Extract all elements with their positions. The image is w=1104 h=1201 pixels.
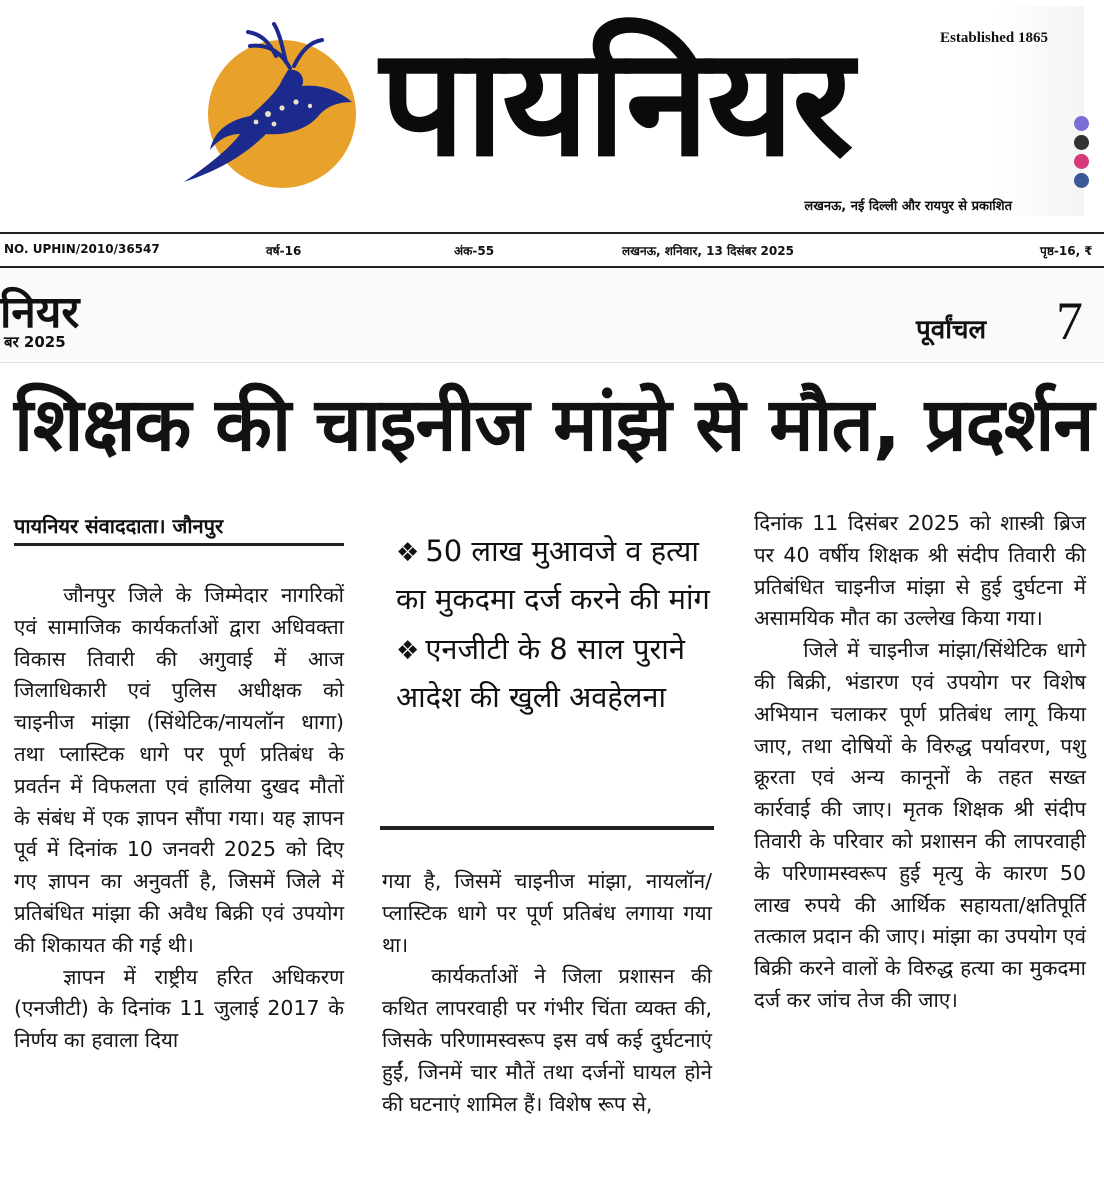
article-column-1 — [14, 580, 344, 1057]
article-column-3 — [754, 508, 1086, 1017]
paragraph: गया है, जिसमें चाइनीज मांझा, नायलॉन/प्लास्टिक धागे पर पूर्ण प्रतिबंध लगाया गया था। — [382, 869, 712, 957]
highlight-text: 50 लाख मुआवजे व हत्या का मुकदमा दर्ज करने की मांग — [396, 534, 710, 616]
registration-number: NO. UPHIN/2010/36547 — [4, 242, 160, 256]
facebook-icon[interactable] — [1074, 173, 1089, 188]
byline: पायनियर संवाददाता। जौनपुर — [14, 512, 344, 546]
highlight-item — [392, 626, 722, 720]
dateline: लखनऊ, शनिवार, 13 दिसंबर 2025 — [622, 244, 794, 258]
masthead — [0, 0, 1104, 268]
diamond-bullet-icon: ❖ — [396, 538, 420, 568]
instagram-icon[interactable] — [1074, 154, 1089, 169]
diamond-bullet-icon: ❖ — [396, 636, 420, 666]
paragraph: जौनपुर जिले के जिम्मेदार नागरिकों एवं सामाजिक कार्यकर्ताओं द्वारा अधिवक्ता विकास तिवारी की अगुवाई में आज जिलाधिकारी एवं पुलिस अधीक्षक को चाइनीज मांझा (सिंथेटिक/नायलॉन धागा) तथा प्लास्टिक धागे पर पूर्ण प्रतिबंध के प्रवर्तन में विफलता एवं हालिया दुखद मौतों के संबंध में एक ज्ञापन सौंपा गया। यह ज्ञापन पूर्व में दिनांक 10 जनवरी 2025 को दिए गए ज्ञापन का अनुवर्ती है, जिसमें जिले में प्रतिबंधित मांझा की अवैध बिक्री एवं उपयोग की शिकायत की गई थी। — [14, 583, 344, 957]
newspaper-title: पायनियर — [380, 16, 852, 190]
highlight-text: एनजीटी के 8 साल पुराने आदेश की खुली अवहेलना — [396, 632, 685, 714]
publication-cities: लखनऊ, नई दिल्ली और रायपुर से प्रकाशित — [804, 199, 1012, 214]
social-icons — [1074, 116, 1090, 188]
paragraph: कार्यकर्ताओं ने जिला प्रशासन की कथित लापरवाही पर गंभीर चिंता व्यक्त की, जिसके परिणामस्वरूप इस वर्ष कई दुर्घटनाएं हुईं, जिनमें चार मौतें तथा दर्जनों घायल होने की घटनाएं शामिल हैं। विशेष रूप से, — [382, 964, 712, 1116]
highlight-divider — [380, 826, 714, 830]
page-header-date: बर 2025 — [4, 333, 66, 351]
page-header-name: नियर — [0, 287, 80, 338]
headline: शिक्षक की चाइनीज मांझे से मौत, प्रदर्शन — [14, 382, 1094, 468]
article-column-2 — [382, 866, 712, 1120]
pioneer-deer-logo — [170, 10, 370, 200]
issue-label: अंक-55 — [454, 244, 495, 258]
info-bar — [0, 242, 1104, 260]
section-name: पूर्वांचल — [916, 315, 987, 345]
page-number: 7 — [1056, 291, 1083, 351]
established-text: Established 1865 — [940, 30, 1048, 46]
x-icon[interactable] — [1074, 135, 1089, 150]
masthead-rule-bottom — [0, 266, 1104, 268]
globe-icon[interactable] — [1074, 116, 1089, 131]
year-label: वर्ष-16 — [266, 244, 302, 258]
paragraph: जिले में चाइनीज मांझा/सिंथेटिक धागे की बिक्री, भंडारण एवं उपयोग पर विशेष अभियान चलाकर पूर्ण प्रतिबंध लागू किया जाए, तथा दोषियों के विरुद्ध पर्यावरण, पशु क्रूरता एवं अन्य कानूनों के तहत सख्त कार्रवाई की जाए। मृतक शिक्षक श्री संदीप तिवारी के परिवार को प्रशासन की लापरवाही के परिणामस्वरूप हुई मृत्यु के कारण 50 लाख रुपये की आर्थिक सहायता/क्षतिपूर्ति तत्काल प्रदान की जाए। मांझा का उपयोग एवं बिक्री करने वालों के विरुद्ध हत्या का मुकदमा दर्ज कर जांच तेज की जाए। — [754, 638, 1086, 1012]
paragraph: ज्ञापन में राष्ट्रीय हरित अधिकरण (एनजीटी) के दिनांक 11 जुलाई 2017 के निर्णय का हवाला दिया — [14, 964, 344, 1053]
paragraph: दिनांक 11 दिसंबर 2025 को शास्त्री ब्रिज पर 40 वर्षीय शिक्षक श्री संदीप तिवारी की प्रतिबंधित चाइनीज मांझा से हुई दुर्घटना में असामयिक मौत का उल्लेख किया गया। — [754, 511, 1086, 631]
pages-label: पृष्ठ-16, ₹ — [1040, 244, 1093, 258]
masthead-rule-top — [0, 232, 1104, 234]
highlight-item — [392, 528, 722, 622]
highlights-box — [392, 528, 722, 724]
